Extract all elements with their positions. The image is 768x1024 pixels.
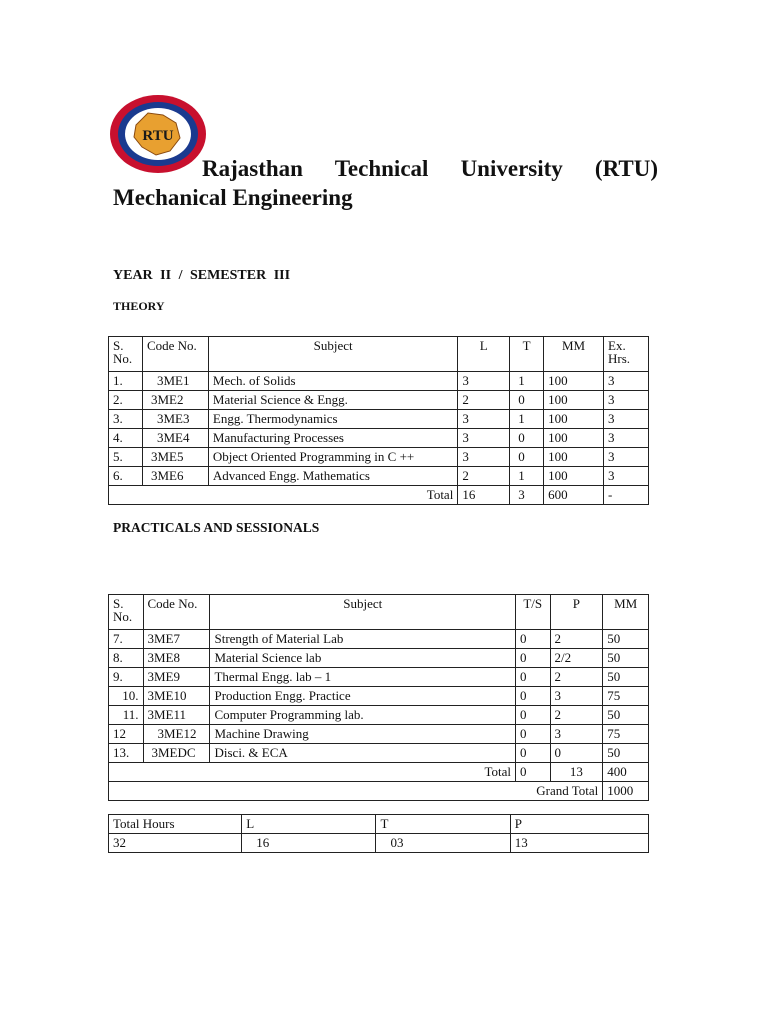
col-header-ts: T/S [516, 595, 551, 630]
cell-subject: Production Engg. Practice [210, 687, 516, 706]
total-t: 3 [510, 486, 544, 505]
cell-mm: 75 [603, 687, 649, 706]
total-l: 16 [458, 486, 510, 505]
department-title: Mechanical Engineering [113, 185, 353, 210]
hours-value-row [109, 834, 649, 853]
table-row [109, 668, 649, 687]
table-row [109, 448, 649, 467]
practicals-header-row [109, 595, 649, 630]
hours-header-l: L [242, 815, 376, 834]
table-row [109, 706, 649, 725]
cell-code: 3ME1 [142, 372, 208, 391]
cell-ex: 3 [604, 410, 649, 429]
grand-total-label: Grand Total [109, 782, 603, 801]
cell-p: 2 [550, 706, 603, 725]
cell-code: 3ME9 [143, 668, 210, 687]
cell-sno: 7. [109, 630, 144, 649]
cell-sno: 9. [109, 668, 144, 687]
cell-code: 3ME5 [142, 448, 208, 467]
col-header-t: T [510, 337, 544, 372]
col-header-code: Code No. [143, 595, 210, 630]
cell-ts: 0 [516, 687, 551, 706]
table-row [109, 649, 649, 668]
table-row [109, 372, 649, 391]
cell-t: 0 [510, 429, 544, 448]
table-row [109, 630, 649, 649]
cell-subject: Material Science lab [210, 649, 516, 668]
cell-code: 3ME2 [142, 391, 208, 410]
hours-l-value: 16 [242, 834, 376, 853]
cell-mm: 50 [603, 630, 649, 649]
table-row [109, 744, 649, 763]
col-header-sno: S. No. [109, 337, 143, 372]
cell-t: 0 [510, 448, 544, 467]
cell-code: 3ME12 [143, 725, 210, 744]
cell-l: 3 [458, 410, 510, 429]
col-header-l: L [458, 337, 510, 372]
table-row [109, 467, 649, 486]
cell-mm: 100 [544, 467, 604, 486]
cell-code: 3ME10 [143, 687, 210, 706]
cell-t: 0 [510, 391, 544, 410]
table-row [109, 725, 649, 744]
cell-sno: 1. [109, 372, 143, 391]
cell-p: 3 [550, 725, 603, 744]
hours-header-p: P [510, 815, 648, 834]
cell-ex: 3 [604, 448, 649, 467]
cell-mm: 50 [603, 744, 649, 763]
cell-subject: Advanced Engg. Mathematics [208, 467, 457, 486]
cell-ts: 0 [516, 744, 551, 763]
hours-p-value: 13 [510, 834, 648, 853]
cell-ex: 3 [604, 429, 649, 448]
grand-total-mm: 1000 [603, 782, 649, 801]
cell-mm: 100 [544, 372, 604, 391]
cell-l: 2 [458, 391, 510, 410]
cell-mm: 75 [603, 725, 649, 744]
cell-code: 3MEDC [143, 744, 210, 763]
total-hours-table [108, 814, 649, 853]
total-p: 13 [550, 763, 603, 782]
cell-sno: 2. [109, 391, 143, 410]
cell-p: 2 [550, 630, 603, 649]
cell-sno: 12 [109, 725, 144, 744]
cell-code: 3ME3 [142, 410, 208, 429]
cell-mm: 100 [544, 448, 604, 467]
hours-header-total: Total Hours [109, 815, 242, 834]
cell-sno: 11. [109, 706, 144, 725]
grand-total-row [109, 782, 649, 801]
table-row [109, 391, 649, 410]
cell-sno: 4. [109, 429, 143, 448]
cell-sno: 8. [109, 649, 144, 668]
theory-heading: THEORY [113, 299, 165, 313]
total-row [109, 486, 649, 505]
cell-subject: Thermal Engg. lab – 1 [210, 668, 516, 687]
total-ts: 0 [516, 763, 551, 782]
cell-t: 1 [510, 410, 544, 429]
col-header-code: Code No. [142, 337, 208, 372]
cell-subject: Machine Drawing [210, 725, 516, 744]
cell-ts: 0 [516, 706, 551, 725]
col-header-mm: MM [603, 595, 649, 630]
cell-p: 2/2 [550, 649, 603, 668]
cell-subject: Object Oriented Programming in C ++ [208, 448, 457, 467]
cell-subject: Manufacturing Processes [208, 429, 457, 448]
cell-mm: 100 [544, 410, 604, 429]
total-label: Total [109, 763, 516, 782]
year-semester-heading: YEAR II / SEMESTER III [113, 268, 291, 283]
cell-subject: Strength of Material Lab [210, 630, 516, 649]
theory-header-row [109, 337, 649, 372]
cell-mm: 100 [544, 391, 604, 410]
hours-header-row [109, 815, 649, 834]
cell-ts: 0 [516, 725, 551, 744]
cell-p: 0 [550, 744, 603, 763]
logo-monogram: RTU [142, 128, 174, 144]
table-row [109, 429, 649, 448]
cell-l: 3 [458, 372, 510, 391]
cell-subject: Engg. Thermodynamics [208, 410, 457, 429]
hours-total-value: 32 [109, 834, 242, 853]
cell-code: 3ME8 [143, 649, 210, 668]
table-row [109, 687, 649, 706]
university-logo [108, 93, 208, 175]
col-header-p: P [550, 595, 603, 630]
cell-ex: 3 [604, 372, 649, 391]
theory-table [108, 336, 649, 505]
cell-mm: 100 [544, 429, 604, 448]
total-ex: - [604, 486, 649, 505]
col-header-mm: MM [544, 337, 604, 372]
practicals-table [108, 594, 649, 801]
cell-mm: 50 [603, 649, 649, 668]
hours-header-t: T [376, 815, 510, 834]
cell-sno: 6. [109, 467, 143, 486]
cell-subject: Material Science & Engg. [208, 391, 457, 410]
cell-ex: 3 [604, 391, 649, 410]
col-header-ex-hrs: Ex. Hrs. [604, 337, 649, 372]
practicals-heading: PRACTICALS AND SESSIONALS [113, 520, 320, 535]
cell-ex: 3 [604, 467, 649, 486]
cell-t: 1 [510, 372, 544, 391]
col-header-sno: S. No. [109, 595, 144, 630]
cell-subject: Disci. & ECA [210, 744, 516, 763]
cell-sno: 13. [109, 744, 144, 763]
cell-subject: Computer Programming lab. [210, 706, 516, 725]
university-title: Rajasthan Technical University (RTU) [202, 156, 658, 181]
col-header-subject: Subject [208, 337, 457, 372]
total-mm: 400 [603, 763, 649, 782]
cell-sno: 5. [109, 448, 143, 467]
cell-subject: Mech. of Solids [208, 372, 457, 391]
cell-mm: 50 [603, 668, 649, 687]
cell-code: 3ME4 [142, 429, 208, 448]
cell-code: 3ME6 [142, 467, 208, 486]
cell-sno: 3. [109, 410, 143, 429]
cell-code: 3ME7 [143, 630, 210, 649]
table-row [109, 410, 649, 429]
total-row [109, 763, 649, 782]
cell-code: 3ME11 [143, 706, 210, 725]
cell-sno: 10. [109, 687, 144, 706]
cell-l: 3 [458, 448, 510, 467]
total-label: Total [109, 486, 458, 505]
cell-p: 3 [550, 687, 603, 706]
cell-ts: 0 [516, 649, 551, 668]
col-header-subject: Subject [210, 595, 516, 630]
cell-ts: 0 [516, 630, 551, 649]
cell-l: 2 [458, 467, 510, 486]
total-mm: 600 [544, 486, 604, 505]
cell-t: 1 [510, 467, 544, 486]
cell-l: 3 [458, 429, 510, 448]
cell-ts: 0 [516, 668, 551, 687]
hours-t-value: 03 [376, 834, 510, 853]
cell-p: 2 [550, 668, 603, 687]
cell-mm: 50 [603, 706, 649, 725]
